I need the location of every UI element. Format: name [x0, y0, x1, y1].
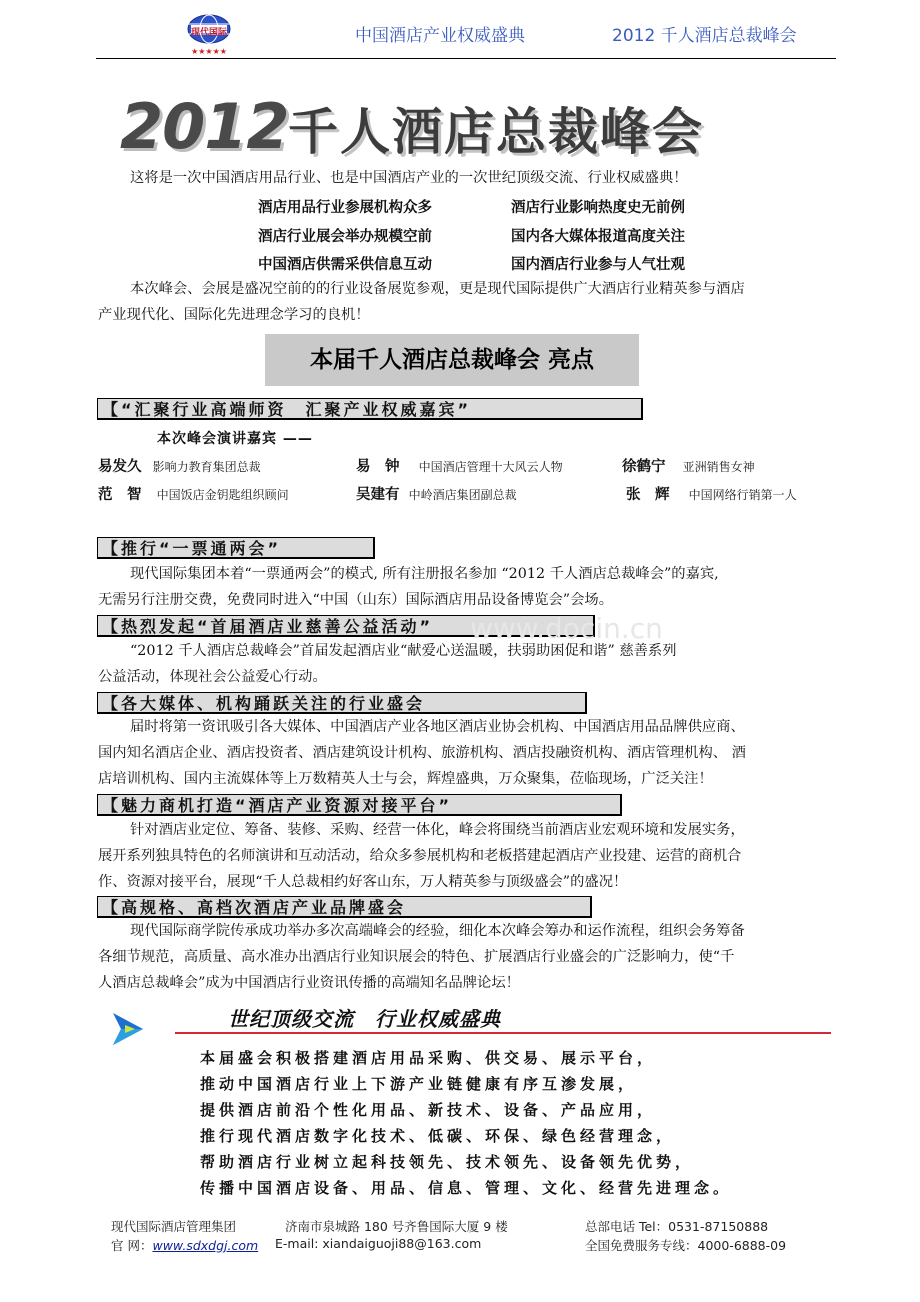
- section-text-line: 人酒店总裁峰会”成为中国酒店行业资讯传播的高端知名品牌论坛！: [98, 975, 520, 991]
- feature-item: 酒店行业展会举办规模空前: [258, 229, 432, 245]
- section-text-line: 国内知名酒店企业、酒店投资者、酒店建筑设计机构、旅游机构、酒店投融资机构、酒店管理机构、 酒: [98, 745, 746, 761]
- footer-company: 现代国际酒店管理集团: [111, 1219, 237, 1234]
- footer-website: [111, 1236, 258, 1254]
- header-left-title: 中国酒店产业权威盛典: [355, 26, 525, 46]
- header-divider: [96, 58, 836, 59]
- speaker-name: 易发久: [98, 459, 142, 475]
- section-heading: 【推行“一票通两会”: [97, 537, 375, 559]
- speaker-name: 吴建有: [356, 487, 400, 503]
- speaker-role: 中国网络行销第一人: [688, 488, 797, 502]
- section-text-line: 无需另行注册交费，免费同时进入“中国（山东）国际酒店用品设备博览会”会场。: [98, 592, 614, 608]
- logo-stars: ★★★★★: [191, 47, 227, 56]
- intro-text: 这将是一次中国酒店用品行业、也是中国酒店产业的一次世纪顶级交流、行业权威盛典！: [130, 170, 688, 186]
- section-heading: 【“汇聚行业高端师资 汇聚产业权威嘉宾”: [97, 398, 643, 420]
- speakers-label: 本次峰会演讲嘉宾 ——: [157, 431, 313, 447]
- capability-line: 本届盛会积极搭建酒店用品采购、供交易、展示平台，: [200, 1049, 657, 1067]
- footer-site-label: 官 网：: [111, 1238, 153, 1253]
- speaker-role: 影响力教育集团总裁: [152, 460, 261, 474]
- speaker-name: 张 辉: [626, 487, 670, 503]
- capability-line: 帮助酒店行业树立起科技领先、技术领先、设备领先优势，: [200, 1153, 695, 1171]
- section-heading: 【魅力商机打造“酒店产业资源对接平台”: [97, 794, 622, 816]
- footer-email[interactable]: E-mail: xiandaiguoji88@163.com: [275, 1236, 482, 1251]
- watermark: www.docin.cn: [470, 612, 663, 645]
- section-text-line: 作、资源对接平台，展现“千人总裁相约好客山东，万人精英参与顶级盛会”的盛况！: [98, 874, 628, 890]
- arrow-icon: [111, 1011, 145, 1051]
- speaker-name: 范 智: [98, 487, 142, 503]
- feature-item: 酒店用品行业参展机构众多: [258, 200, 432, 216]
- highlights-banner: 本届千人酒店总裁峰会 亮点: [309, 347, 594, 373]
- feature-item: 国内各大媒体报道高度关注: [511, 229, 685, 245]
- slogan-underline: [175, 1032, 831, 1034]
- footer-site-link[interactable]: www.sdxdgj.com: [152, 1238, 259, 1253]
- speaker-role: 中岭酒店集团副总裁: [408, 488, 517, 502]
- capability-line: 传播中国酒店设备、用品、信息、管理、文化、经营先进理念。: [200, 1179, 733, 1197]
- logo-label: 现代国际: [190, 28, 227, 38]
- intro-paragraph-line: 产业现代化、国际化先进理念学习的良机！: [98, 307, 370, 323]
- footer-phone: 总部电话 Tel：0531-87150888: [585, 1219, 769, 1234]
- speaker-entry: [356, 455, 563, 476]
- speaker-role: 中国酒店管理十大风云人物: [418, 460, 563, 474]
- section-heading: 【热烈发起“首届酒店业慈善公益活动”: [97, 615, 595, 637]
- speaker-role: 亚洲销售女神: [682, 460, 755, 474]
- speaker-entry: [98, 455, 261, 476]
- section-text-line: “2012 千人酒店总裁峰会”首届发起酒店业“献爱心送温暖，扶弱助困促和谐” 慈善系列: [130, 643, 677, 659]
- speaker-entry: [356, 483, 517, 504]
- intro-paragraph-line: 本次峰会、会展是盛况空前的的行业设备展览参观，更是现代国际提供广大酒店行业精英参与酒店: [130, 281, 745, 297]
- footer-address: 济南市泉城路 180 号齐鲁国际大厦 9 楼: [285, 1219, 508, 1234]
- capability-line: 提供酒店前沿个性化用品、新技术、设备、产品应用，: [200, 1101, 657, 1119]
- feature-item: 酒店行业影响热度史无前例: [511, 200, 685, 216]
- section-text-line: 针对酒店业定位、筹备、装修、采购、经营一体化，峰会将围绕当前酒店业宏观环境和发展实务，: [130, 822, 745, 838]
- speaker-role: 中国饭店金钥匙组织顾问: [156, 488, 289, 502]
- capability-line: 推动中国酒店行业上下游产业链健康有序互渗发展，: [200, 1075, 638, 1093]
- header-right-title: 2012 千人酒店总裁峰会: [612, 26, 797, 46]
- section-text-line: 现代国际集团本着“一票通两会”的模式, 所有注册报名参加 “2012 千人酒店总裁峰会”的嘉宾,: [130, 566, 719, 582]
- speaker-name: 徐鹤宁: [622, 459, 666, 475]
- section-heading: 【各大媒体、机构踊跃关注的行业盛会: [97, 692, 587, 714]
- footer-hotline: 全国免费服务专线：4000-6888-09: [585, 1238, 787, 1253]
- speaker-name: 易 钟: [356, 459, 400, 475]
- capability-line: 推行现代酒店数字化技术、低碳、环保、绿色经营理念，: [200, 1127, 676, 1145]
- speaker-entry: [622, 455, 755, 476]
- page-title: 千人酒店总裁峰会: [288, 103, 704, 161]
- slogan: 世纪顶级交流 行业权威盛典: [228, 1007, 501, 1031]
- section-heading: 【高规格、高档次酒店产业品牌盛会: [97, 896, 592, 918]
- section-text-line: 各细节规范，高质量、高水准办出酒店行业知识展会的特色、扩展酒店行业盛会的广泛影响力，使“千: [98, 949, 735, 965]
- feature-item: 中国酒店供需采供信息互动: [258, 257, 432, 273]
- section-text-line: 现代国际商学院传承成功举办多次高端峰会的经验，细化本次峰会筹办和运作流程，组织会务筹备: [130, 923, 745, 939]
- section-text-line: 展开系列独具特色的名师演讲和互动活动，给众多参展机构和老板搭建起酒店产业投建、运营的商机合: [98, 848, 742, 864]
- speaker-entry: [626, 483, 797, 504]
- section-text-line: 店培训机构、国内主流媒体等上万数精英人士与会，辉煌盛典，万众聚集，莅临现场，广泛关注！: [98, 771, 713, 787]
- section-text-line: 届时将第一资讯吸引各大媒体、中国酒店产业各地区酒店业协会机构、中国酒店用品品牌供应商、: [130, 719, 745, 735]
- section-text-line: 公益活动，体现社会公益爱心行动。: [98, 669, 327, 685]
- title-year: 2012: [120, 90, 289, 163]
- speaker-entry: [98, 483, 289, 504]
- feature-item: 国内酒店行业参与人气壮观: [511, 257, 685, 273]
